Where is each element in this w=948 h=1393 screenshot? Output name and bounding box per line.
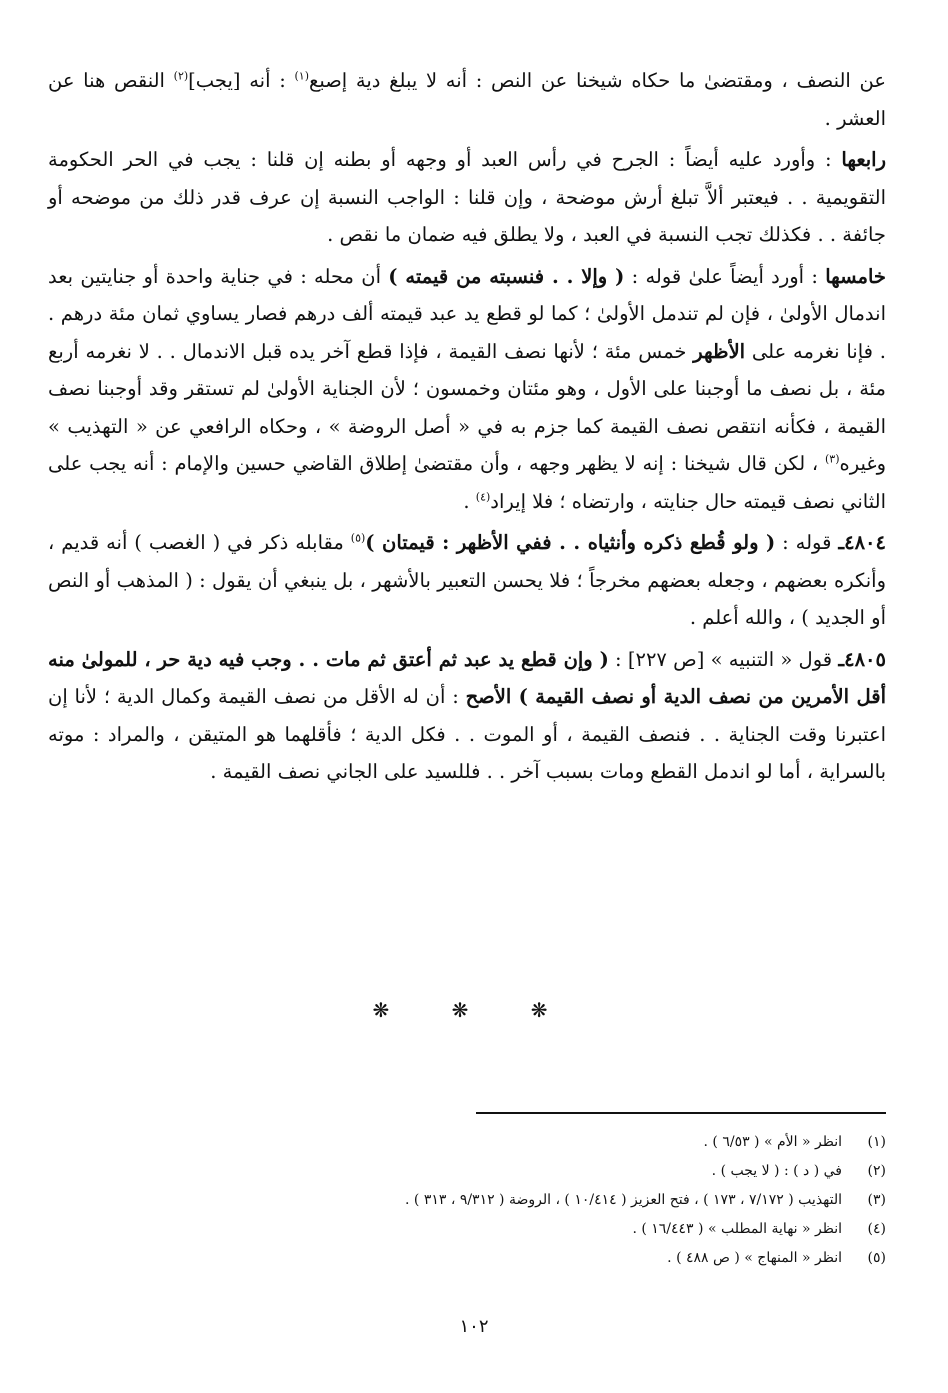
footnote-text: انظر « الأم » ( ٦/٥٣ ) . bbox=[703, 1134, 842, 1150]
bold-text: ( ولو قُطع ذكره وأنثياه . . ففي الأظهر : قيمتان ) bbox=[365, 531, 776, 554]
footnote bbox=[126, 1244, 886, 1273]
text-run: . bbox=[463, 489, 476, 513]
text-run: : أورد أيضاً علىٰ قوله : bbox=[624, 264, 826, 288]
text-run: النقص هنا عن العشر . bbox=[48, 69, 886, 130]
footnote bbox=[126, 1186, 886, 1215]
footnote-text: في ( د ) : ( لا يجب ) . bbox=[711, 1163, 842, 1179]
footnote bbox=[126, 1128, 886, 1157]
footnote-number: (٣) bbox=[867, 1192, 886, 1208]
bold-text: ٤٨٠٤ـ bbox=[838, 531, 886, 554]
footnote-number: (١) bbox=[867, 1134, 886, 1150]
footnote-ref: (٤) bbox=[475, 490, 491, 503]
text-run: : أنه [يجب] bbox=[188, 69, 295, 92]
section-separator: ❋ ❋ ❋ bbox=[372, 998, 576, 1022]
bold-text: ٤٨٠٥ـ bbox=[838, 647, 886, 671]
text-run: خمس مئة ؛ لأنها نصف القيمة ، فإذا قطع آخر يده قبل الاندمال . . لا نغرمه أربع مئة ، بل نصف ما أوجبنا على الأول ، وهو مئتان وخمسون ؛ لأن الجناية الأولىٰ لم تستقر وقد أوجبنا نصف القيمة ، فكأنه انتقص نصف القيمة كما جزم به في « أصل الروضة » ، وحكاه الرافعي عن « التهذيب » وغيره bbox=[48, 339, 886, 475]
footnote-text: التهذيب ( ٧/١٧٢ ، ١٧٣ ) ، فتح العزيز ( ١٠/٤١٤ ) ، الروضة ( ٩/٣١٢ ، ٣١٣ ) . bbox=[405, 1192, 842, 1208]
footnote bbox=[126, 1215, 886, 1244]
text-run: ، لكن قال شيخنا : إنه لا يظهر وجهه ، وأن مقتضىٰ إطلاق القاضي حسين والإمام : أنه يجب على الثاني نصف قيمته حال جنايته ، وارتضاه ؛ فلا إيراد bbox=[48, 452, 886, 513]
text-run: عن النصف ، ومقتضىٰ ما حكاه شيخنا عن النص : أنه لا يبلغ دية إصبع bbox=[308, 69, 886, 92]
page-number: ١٠٢ bbox=[459, 1316, 489, 1337]
footnote-text: انظر « المنهاج » ( ص ٤٨٨ ) . bbox=[667, 1250, 842, 1266]
paragraph-5 bbox=[48, 641, 886, 791]
text-run: مقابله ذكر في ( الغصب ) أنه قديم ، وأنكره بعضهم ، وجعله بعضهم مخرجاً ؛ فلا يحسن التعبير بالأشهر ، بل ينبغي أن يقول : ( المذهب أو النص أو الجديد ) ، والله أعلم . bbox=[48, 531, 886, 629]
bold-text: خامسها bbox=[825, 264, 886, 288]
paragraph-1 bbox=[48, 62, 886, 137]
paragraph-4 bbox=[48, 524, 886, 637]
bold-text: رابعها bbox=[841, 148, 886, 171]
footnote-number: (٤) bbox=[867, 1221, 886, 1237]
footnote-ref: (١) bbox=[294, 69, 309, 83]
text-run: قوله : bbox=[775, 531, 839, 554]
footnote-text: انظر « نهاية المطلب » ( ١٦/٤٤٣ ) . bbox=[632, 1221, 842, 1237]
footnote-divider bbox=[476, 1112, 886, 1114]
bold-text: ( وإلا . . فنسبته من قيمته ) bbox=[388, 264, 625, 288]
bold-text: الأظهر bbox=[693, 339, 746, 363]
text-run: : أن له الأقل من نصف القيمة وكمال الدية ؛ لأنا إن اعتبرنا وقت الجناية . . فنصف القيمة ، أو الموت . . فكل الدية ؛ فأقلهما هو المتيقن ، والمراد : موته بالسراية ، أما لو اندمل القطع ومات بسبب آخر . . فللسيد على الجاني نصف القيمة . bbox=[48, 685, 886, 783]
text-run: أن محله : في جناية واحدة أو جنايتين بعد اندمال الأولىٰ ، فإن لم تندمل الأولىٰ ؛ كما لو قطع يد عبد قيمته ألف درهم فصار يساوي ثمان مئة درهم . . فإنا نغرمه على bbox=[48, 264, 886, 363]
text-run: قول « التنبيه » [ص ٢٢٧] : bbox=[608, 647, 839, 671]
footnote-ref: (٣) bbox=[825, 452, 840, 466]
bold-text: ( وإن قطع يد عبد ثم أعتق ثم مات . . وجب فيه دية حر ، للمولىٰ منه أقل الأمرين من نصف الدية أو نصف القيمة ) الأصح bbox=[48, 647, 886, 708]
text-run: : وأورد عليه أيضاً : الجرح في رأس العبد أو وجهه أو بطنه إن قلنا : يجب في الحر الحكومة التقويمية . . فيعتبر ألاَّ تبلغ أرش موضحة ، وإن قلنا : الواجب النسبة إن عرف قدر ذلك من موضحه أو جائفة . . فكذلك تجب النسبة في العبد ، ولا يطلق فيه ضمان ما نقص . bbox=[48, 148, 886, 246]
footnote-number: (٢) bbox=[867, 1163, 886, 1179]
paragraph-3 bbox=[48, 258, 886, 521]
footnotes bbox=[126, 1128, 886, 1273]
footnote-ref: (٢) bbox=[173, 69, 189, 83]
footnote-number: (٥) bbox=[867, 1250, 886, 1266]
footnote-ref: (٥) bbox=[350, 531, 366, 545]
paragraph-2 bbox=[48, 141, 886, 254]
footnote bbox=[126, 1157, 886, 1186]
main-text bbox=[48, 62, 886, 795]
